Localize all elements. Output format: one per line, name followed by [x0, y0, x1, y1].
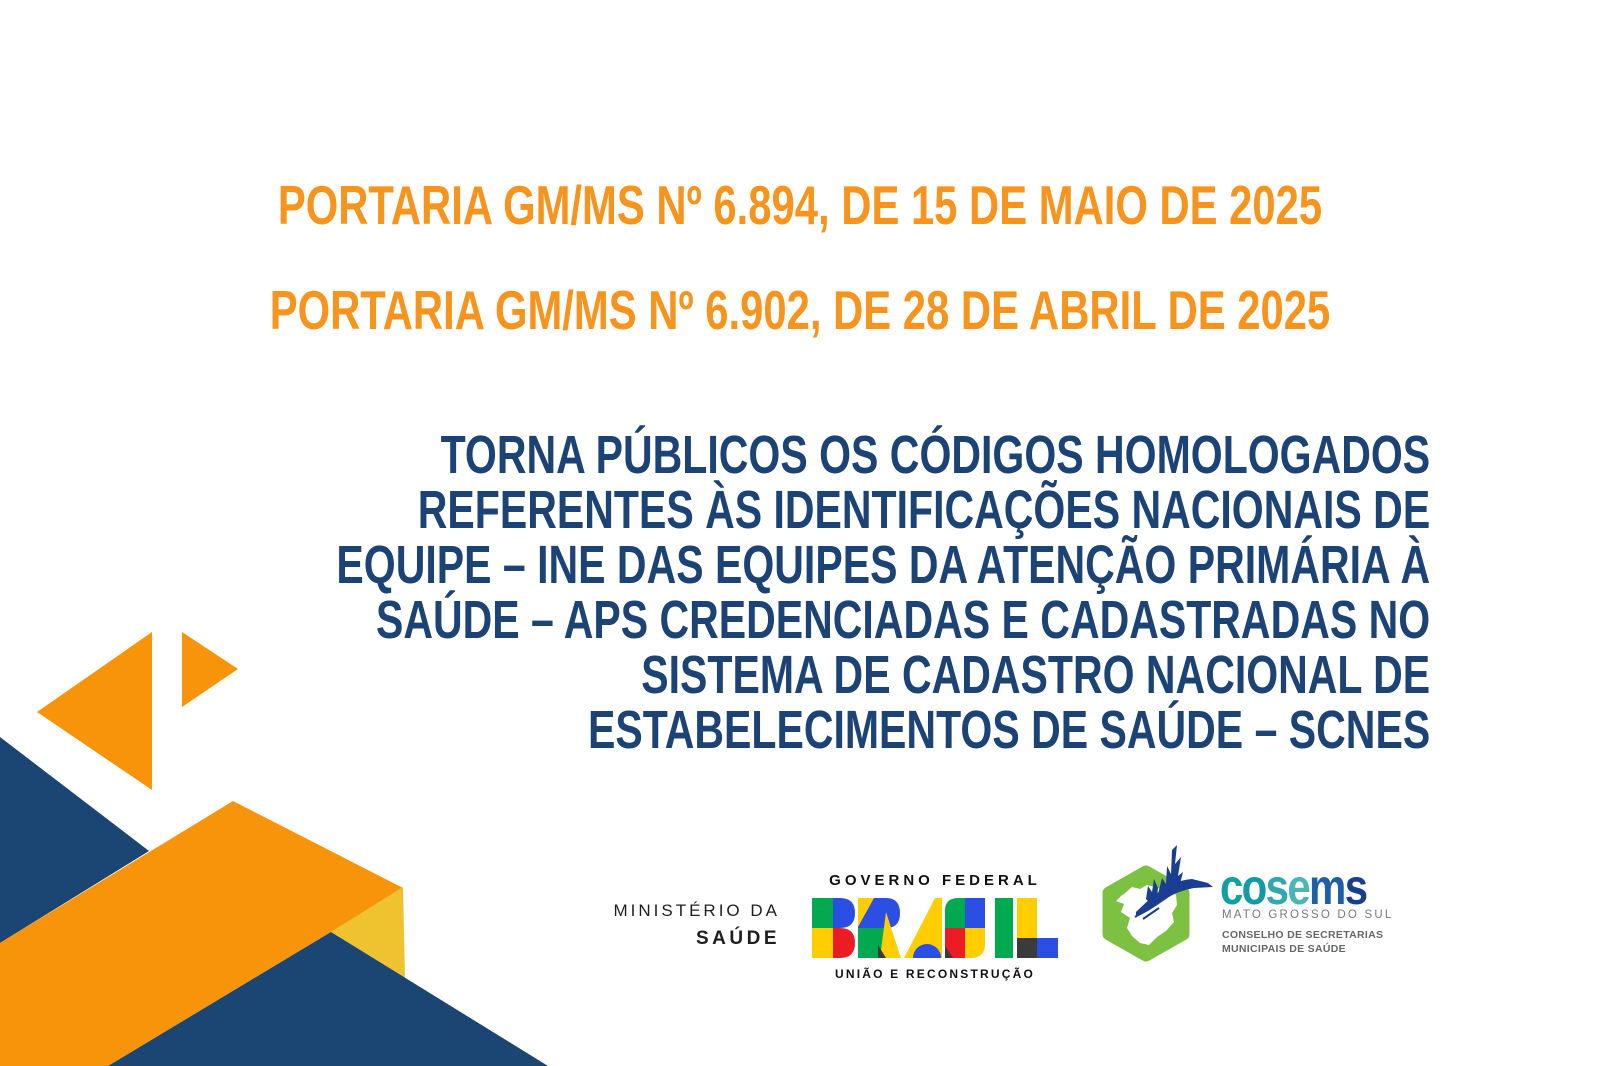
cosems-letter: e	[1287, 859, 1310, 915]
portaria-headline-2: PORTARIA GM/MS Nº 6.902, DE 28 DE ABRIL DE 2025	[269, 279, 1331, 341]
cosems-letter: s	[1344, 859, 1367, 915]
uniao-reconstrucao-label: UNIÃO E RECONSTRUÇÃO	[834, 967, 1035, 981]
cosems-letter: s	[1265, 859, 1288, 915]
cosems-letter: c	[1220, 859, 1242, 915]
cosems-letter: m	[1309, 859, 1345, 915]
cosems-council-label	[1222, 928, 1383, 956]
cosems-wordmark	[1220, 859, 1367, 915]
cosems-council-line2: MUNICIPAIS DE SAÚDE	[1222, 943, 1346, 955]
cosems-council-line1: CONSELHO DE SECRETARIAS	[1222, 929, 1384, 941]
summary-line: SISTEMA DE CADASTRO NACIONAL DE	[641, 645, 1430, 705]
cosems-region-label: MATO GROSSO DO SUL	[1222, 909, 1394, 921]
governo-federal-label: GOVERNO FEDERAL	[829, 872, 1041, 889]
summary-line: TORNA PÚBLICOS OS CÓDIGOS HOMOLOGADOS	[440, 425, 1430, 485]
ministerio-da-label: MINISTÉRIO DA	[613, 901, 780, 920]
saude-label: SAÚDE	[695, 928, 780, 949]
summary-line: SAÚDE – APS CREDENCIADAS E CADASTRADAS NO	[375, 590, 1431, 650]
cosems-letter: o	[1241, 859, 1266, 915]
summary-line: EQUIPE – INE DAS EQUIPES DA ATENÇÃO PRIMÁRIA À	[336, 535, 1430, 595]
portaria-headline-1: PORTARIA GM/MS Nº 6.894, DE 15 DE MAIO DE 2025	[277, 174, 1323, 236]
summary-line: REFERENTES ÀS IDENTIFICAÇÕES NACIONAIS DE	[417, 480, 1430, 540]
summary-line: ESTABELECIMENTOS DE SAÚDE – SCNES	[587, 700, 1430, 760]
